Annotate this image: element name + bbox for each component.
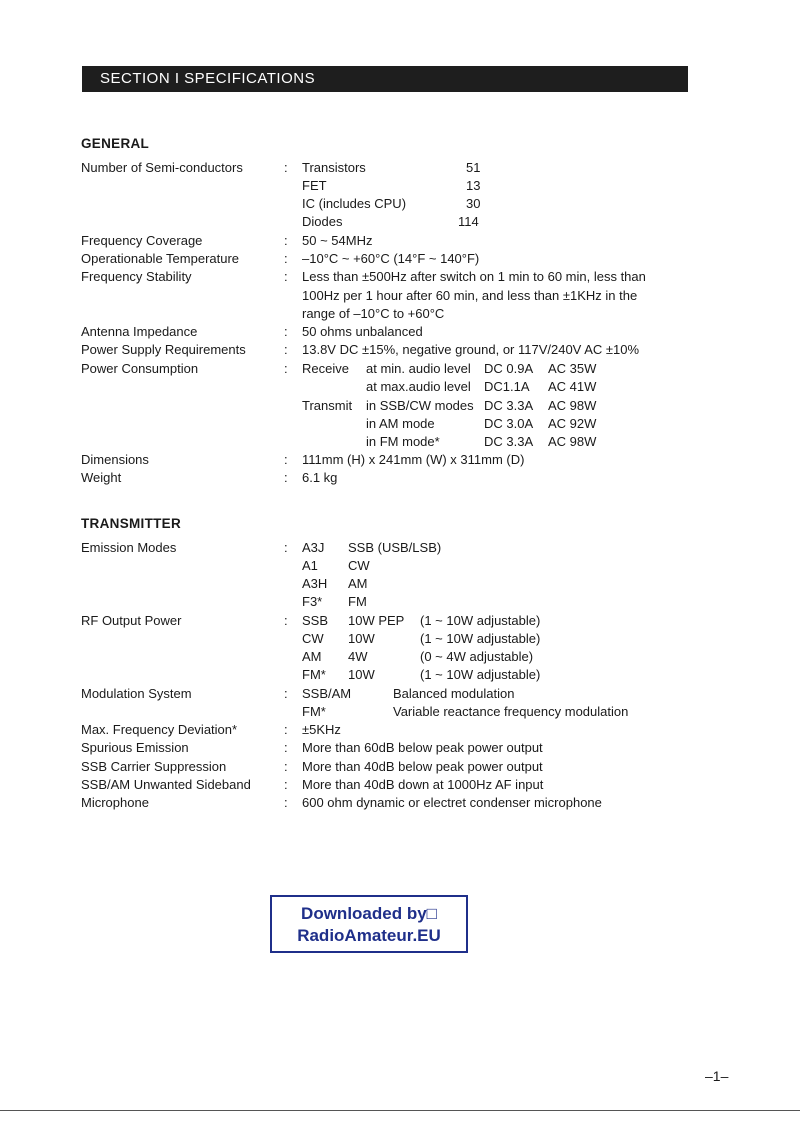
consumption-cond: in FM mode* [366, 434, 440, 449]
spec-label-modulation: Modulation System [81, 686, 192, 701]
spec-label-unwanted-sideband: SSB/AM Unwanted Sideband [81, 777, 251, 792]
consumption-dc: DC 0.9A [484, 361, 534, 376]
consumption-dc: DC 3.0A [484, 416, 534, 431]
spec-value-antenna-impedance: 50 ohms unbalanced [302, 324, 423, 339]
consumption-dc: DC 3.3A [484, 434, 534, 449]
bottom-rule [0, 1110, 800, 1111]
colon: : [284, 540, 288, 555]
consumption-cond: at max.audio level [366, 379, 471, 394]
rf-mode: CW [302, 631, 324, 646]
semi-name: Diodes [302, 214, 343, 229]
spec-label-carrier-suppression: SSB Carrier Suppression [81, 759, 227, 774]
spec-label-max-deviation: Max. Frequency Deviation* [81, 722, 238, 737]
rf-power: 10W [348, 631, 375, 646]
semi-count: 30 [466, 196, 481, 211]
section-title: SECTION I SPECIFICATIONS [100, 70, 316, 87]
spec-label-dimensions: Dimensions [81, 452, 149, 467]
emission-code: A1 [302, 558, 318, 573]
colon: : [284, 759, 288, 774]
colon: : [284, 740, 288, 755]
colon: : [284, 795, 288, 810]
spec-label-spurious: Spurious Emission [81, 740, 189, 755]
colon: : [284, 452, 288, 467]
transmit-label: Transmit [302, 398, 353, 413]
spec-label-weight: Weight [81, 470, 122, 485]
consumption-ac: AC 41W [548, 379, 597, 394]
colon: : [284, 361, 288, 376]
rf-power: 10W PEP [348, 613, 405, 628]
spec-label-semiconductors: Number of Semi-conductors [81, 160, 243, 175]
stamp-line-1: Downloaded by□ [301, 904, 437, 923]
colon: : [284, 342, 288, 357]
emission-code: F3* [302, 594, 323, 609]
download-stamp [270, 895, 468, 953]
emission-mode: FM [348, 594, 367, 609]
rf-range: (1 ~ 10W adjustable) [420, 631, 541, 646]
colon: : [284, 722, 288, 737]
colon: : [284, 324, 288, 339]
spec-label-power-supply: Power Supply Requirements [81, 342, 246, 357]
modulation-mode: SSB/AM [302, 686, 352, 701]
spec-value-weight: 6.1 kg [302, 470, 338, 485]
spec-label-frequency-coverage: Frequency Coverage [81, 233, 203, 248]
rf-range: (0 ~ 4W adjustable) [420, 649, 534, 664]
consumption-cond: at min. audio level [366, 361, 471, 376]
spec-label-power-consumption: Power Consumption [81, 361, 199, 376]
consumption-ac: AC 35W [548, 361, 597, 376]
rf-mode: SSB [302, 613, 329, 628]
modulation-desc: Variable reactance frequency modulation [393, 704, 629, 719]
stamp-line-2: RadioAmateur.EU [297, 926, 441, 945]
emission-code: A3J [302, 540, 325, 555]
spec-label-antenna-impedance: Antenna Impedance [81, 324, 198, 339]
spec-value-power-supply: 13.8V DC ±15%, negative ground, or 117V/240V AC ±10% [302, 342, 640, 357]
colon: : [284, 686, 288, 701]
receive-label: Receive [302, 361, 349, 376]
emission-mode: SSB (USB/LSB) [348, 540, 442, 555]
spec-value-spurious: More than 60dB below peak power output [302, 740, 543, 755]
colon: : [284, 251, 288, 266]
colon: : [284, 613, 288, 628]
emission-code: A3H [302, 576, 328, 591]
stability-line: Less than ±500Hz after switch on 1 min to 60 min, less than [302, 269, 646, 284]
rf-power: 4W [348, 649, 368, 664]
consumption-dc: DC 3.3A [484, 398, 534, 413]
colon: : [284, 269, 288, 284]
consumption-cond: in SSB/CW modes [366, 398, 474, 413]
semi-name: FET [302, 178, 327, 193]
spec-value-carrier-suppression: More than 40dB below peak power output [302, 759, 543, 774]
rf-range: (1 ~ 10W adjustable) [420, 613, 541, 628]
rf-power: 10W [348, 667, 375, 682]
semi-name: Transistors [302, 160, 366, 175]
emission-mode: AM [348, 576, 368, 591]
emission-mode: CW [348, 558, 370, 573]
spec-value-operating-temp: –10°C ~ +60°C (14°F ~ 140°F) [302, 251, 480, 266]
colon: : [284, 233, 288, 248]
modulation-mode: FM* [302, 704, 326, 719]
consumption-dc: DC1.1A [484, 379, 530, 394]
semi-count: 13 [466, 178, 481, 193]
semi-name: IC (includes CPU) [302, 196, 407, 211]
spec-label-operating-temp: Operationable Temperature [81, 251, 240, 266]
section-title-banner [82, 66, 688, 92]
spec-value-frequency-coverage: 50 ~ 54MHz [302, 233, 373, 248]
transmitter-heading: TRANSMITTER [81, 516, 182, 531]
modulation-desc: Balanced modulation [393, 686, 515, 701]
consumption-ac: AC 92W [548, 416, 597, 431]
colon: : [284, 160, 288, 175]
general-heading: GENERAL [81, 136, 150, 151]
stability-line: 100Hz per 1 hour after 60 min, and less than ±1KHz in the [302, 288, 638, 303]
rf-mode: AM [302, 649, 322, 664]
colon: : [284, 777, 288, 792]
spec-value-unwanted-sideband: More than 40dB down at 1000Hz AF input [302, 777, 544, 792]
spec-label-frequency-stability: Frequency Stability [81, 269, 192, 284]
spec-label-microphone: Microphone [81, 795, 149, 810]
semi-count: 114 [458, 214, 479, 229]
spec-value-max-deviation: ±5KHz [302, 722, 341, 737]
colon: : [284, 470, 288, 485]
rf-range: (1 ~ 10W adjustable) [420, 667, 541, 682]
spec-value-microphone: 600 ohm dynamic or electret condenser microphone [302, 795, 602, 810]
consumption-ac: AC 98W [548, 434, 597, 449]
consumption-cond: in AM mode [366, 416, 435, 431]
rf-mode: FM* [302, 667, 326, 682]
consumption-ac: AC 98W [548, 398, 597, 413]
spec-value-dimensions: 111mm (H) x 241mm (W) x 311mm (D) [302, 452, 525, 467]
spec-label-rf-output: RF Output Power [81, 613, 182, 628]
semi-count: 51 [466, 160, 481, 175]
stability-line: range of –10°C to +60°C [302, 306, 445, 321]
spec-label-emission-modes: Emission Modes [81, 540, 177, 555]
page-number: –1– [705, 1068, 729, 1084]
